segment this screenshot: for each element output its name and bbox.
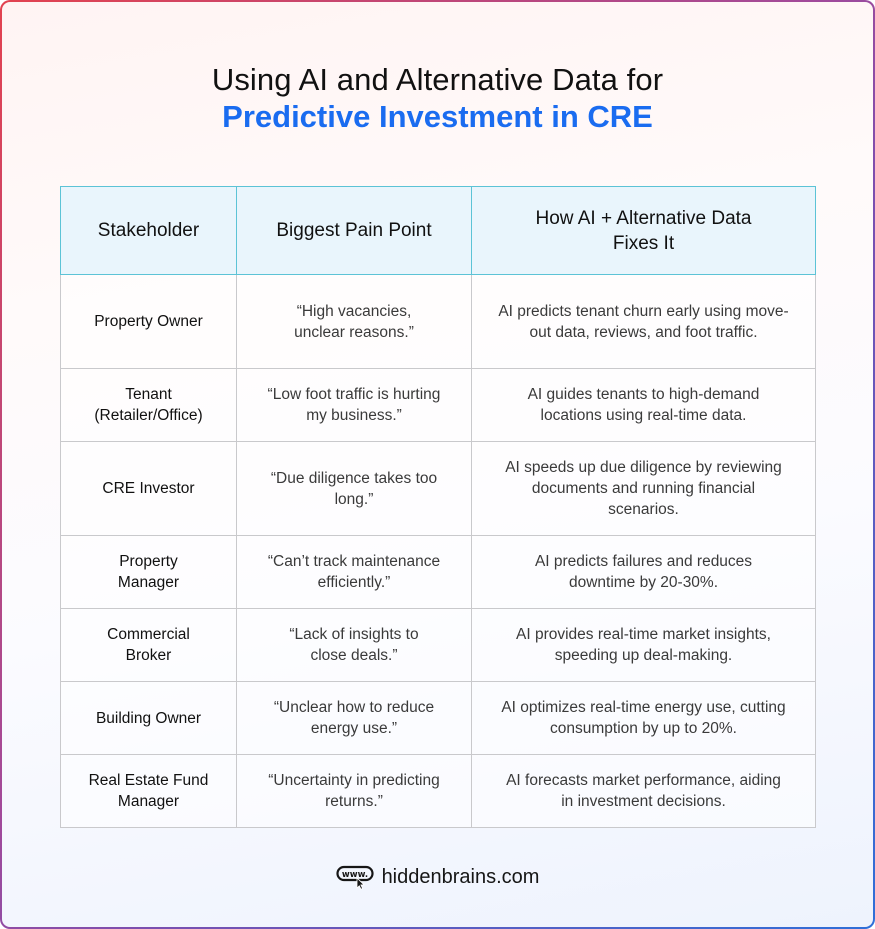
cell-pain-point: “Can’t track maintenance efficiently.” (237, 536, 472, 609)
cell-ai-fix: AI predicts tenant churn early using move-out data, reviews, and foot traffic. (472, 275, 816, 369)
cell-stakeholder: Commercial Broker (61, 609, 237, 682)
cell-pain-point: “Unclear how to reduce energy use.” (237, 682, 472, 755)
title-line-2: Predictive Investment in CRE (222, 99, 653, 134)
cell-stakeholder: Property Manager (61, 536, 237, 609)
cell-ai-fix: AI guides tenants to high-demand locations using real-time data. (472, 369, 816, 442)
table-row (61, 609, 816, 682)
www-icon (336, 864, 374, 890)
svg-text:www.: www. (341, 870, 368, 881)
stakeholder-table (60, 186, 816, 828)
cell-pain-point: “High vacancies, unclear reasons.” (237, 275, 472, 369)
table-header-row (61, 187, 816, 275)
footer (2, 864, 873, 890)
cell-pain-point: “Uncertainty in predicting returns.” (237, 755, 472, 828)
title-line-1: Using AI and Alternative Data for (211, 62, 664, 97)
cell-stakeholder: Real Estate Fund Manager (61, 755, 237, 828)
cell-stakeholder: Tenant (Retailer/Office) (61, 369, 237, 442)
table-row (61, 369, 816, 442)
header-stakeholder: Stakeholder (61, 187, 237, 275)
website-link[interactable]: hiddenbrains.com (381, 865, 540, 888)
table-row (61, 755, 816, 828)
table-row (61, 682, 816, 755)
table-row (61, 536, 816, 609)
card (2, 2, 873, 927)
cell-ai-fix: AI predicts failures and reduces downtime by 20-30%. (472, 536, 816, 609)
table-row (61, 275, 816, 369)
cell-pain-point: “Low foot traffic is hurting my business.” (237, 369, 472, 442)
cell-stakeholder: Building Owner (61, 682, 237, 755)
cell-stakeholder: CRE Investor (61, 442, 237, 536)
cell-ai-fix: AI forecasts market performance, aiding in investment decisions. (472, 755, 816, 828)
cell-ai-fix: AI optimizes real-time energy use, cutting consumption by up to 20%. (472, 682, 816, 755)
header-ai-fix: How AI + Alternative Data Fixes It (472, 187, 816, 275)
table-row (61, 442, 816, 536)
header-pain-point: Biggest Pain Point (237, 187, 472, 275)
cell-ai-fix: AI provides real-time market insights, speeding up deal-making. (472, 609, 816, 682)
cell-pain-point: “Lack of insights to close deals.” (237, 609, 472, 682)
cell-ai-fix: AI speeds up due diligence by reviewing documents and running financial scenarios. (472, 442, 816, 536)
cell-stakeholder: Property Owner (61, 275, 237, 369)
cell-pain-point: “Due diligence takes too long.” (237, 442, 472, 536)
page-title (2, 60, 873, 137)
